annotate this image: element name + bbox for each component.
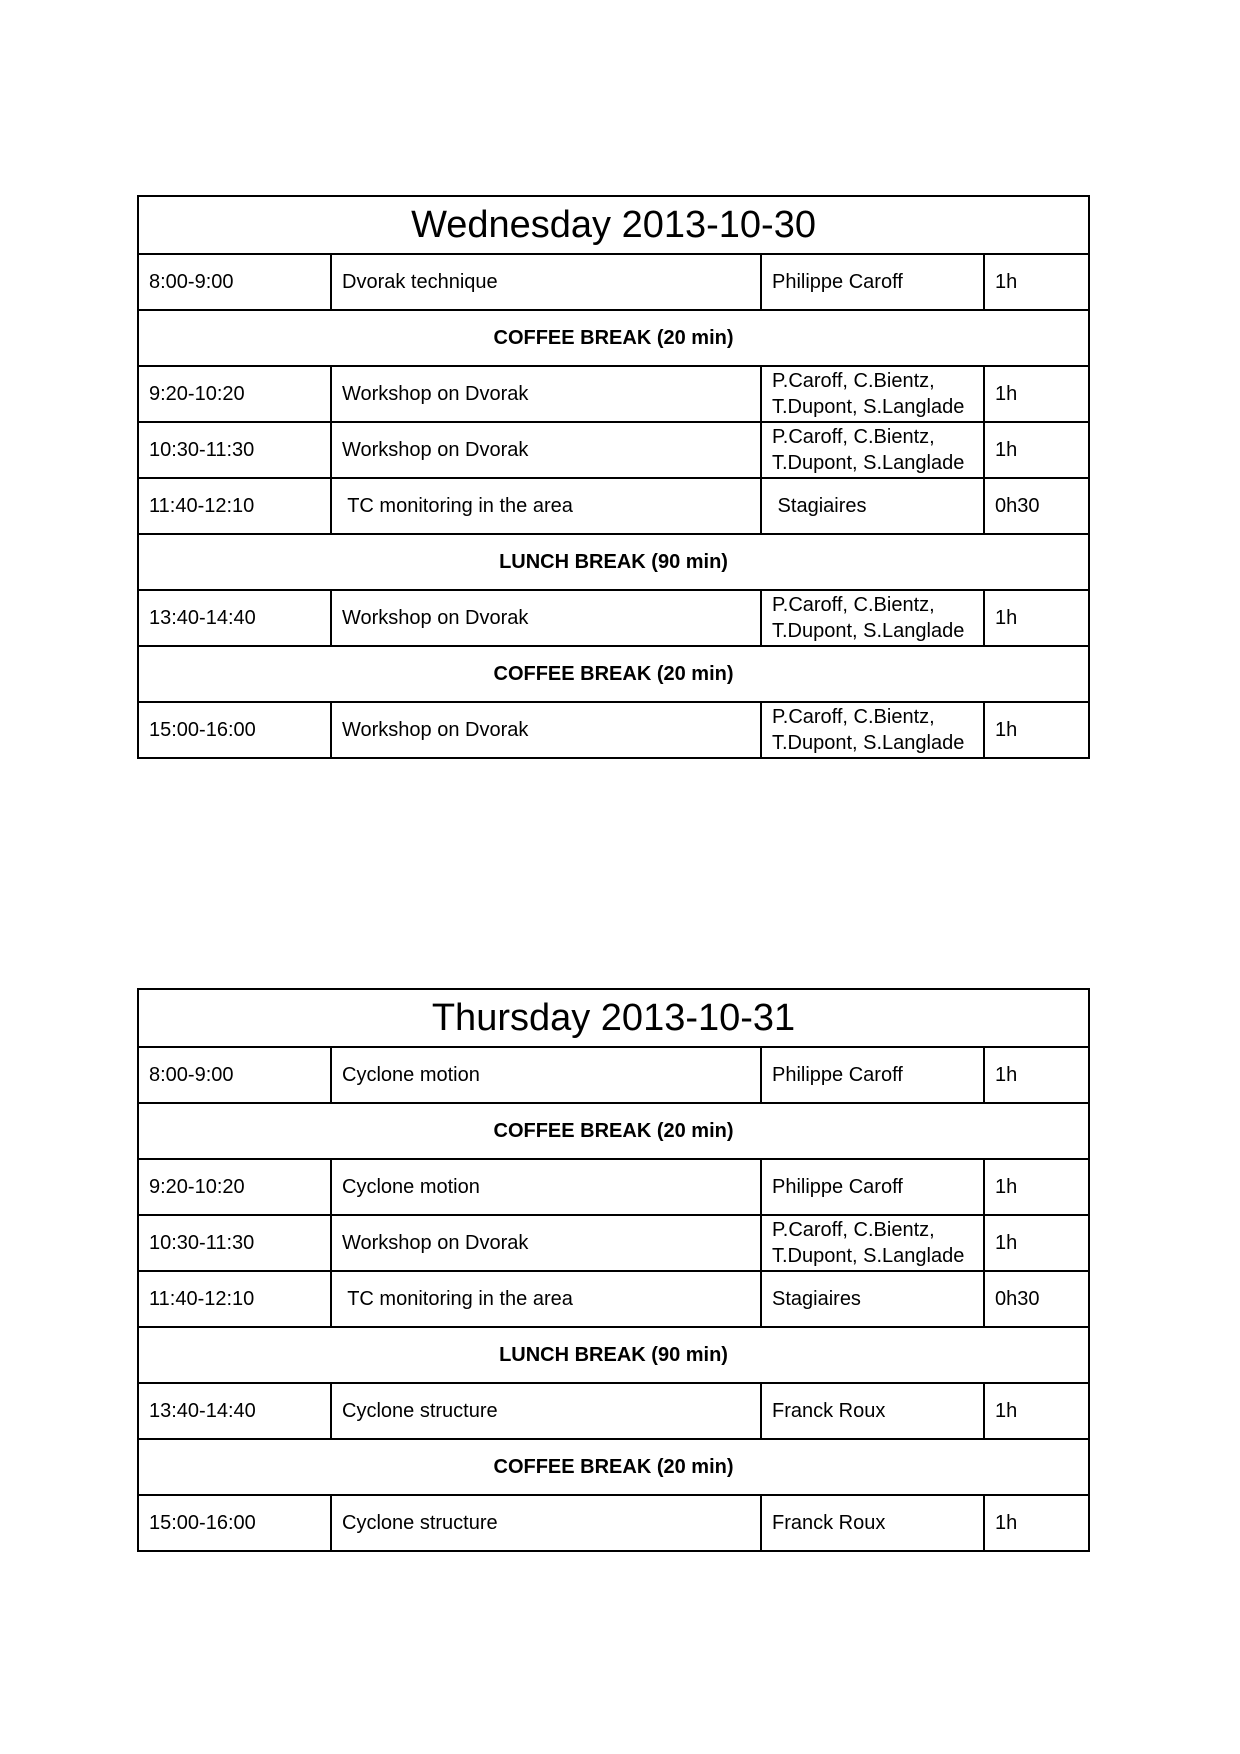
session-duration: 0h30 <box>984 478 1089 534</box>
session-time: 13:40-14:40 <box>138 590 331 646</box>
session-speaker <box>761 1047 984 1103</box>
speaker-line: Philippe Caroff <box>772 271 903 293</box>
session-row <box>138 1047 1089 1103</box>
session-duration: 1h <box>984 1383 1089 1439</box>
session-time: 8:00-9:00 <box>138 254 331 310</box>
session-row <box>138 1383 1089 1439</box>
break-row <box>138 1439 1089 1495</box>
session-speaker <box>761 422 984 478</box>
session-speaker <box>761 366 984 422</box>
session-topic: Workshop on Dvorak <box>331 1215 761 1271</box>
session-topic: Cyclone structure <box>331 1495 761 1551</box>
speaker-line: T.Dupont, S.Langlade <box>772 396 965 418</box>
session-time: 11:40-12:10 <box>138 1271 331 1327</box>
break-row <box>138 310 1089 366</box>
session-duration: 0h30 <box>984 1271 1089 1327</box>
session-duration: 1h <box>984 1215 1089 1271</box>
session-duration: 1h <box>984 422 1089 478</box>
day-schedule-table <box>137 195 1090 759</box>
speaker-line: Philippe Caroff <box>772 1176 903 1198</box>
session-time: 15:00-16:00 <box>138 1495 331 1551</box>
session-time: 9:20-10:20 <box>138 1159 331 1215</box>
speaker-line: P.Caroff, C.Bientz, <box>772 1219 935 1241</box>
session-speaker <box>761 590 984 646</box>
session-row <box>138 590 1089 646</box>
session-row <box>138 1215 1089 1271</box>
session-topic: Cyclone motion <box>331 1047 761 1103</box>
speaker-line: T.Dupont, S.Langlade <box>772 452 965 474</box>
session-duration: 1h <box>984 254 1089 310</box>
speaker-line: Franck Roux <box>772 1512 886 1534</box>
session-row <box>138 1159 1089 1215</box>
session-topic: TC monitoring in the area <box>331 478 761 534</box>
speaker-line: Philippe Caroff <box>772 1064 903 1086</box>
day-schedule-table <box>137 988 1090 1552</box>
session-duration: 1h <box>984 590 1089 646</box>
session-topic: Workshop on Dvorak <box>331 422 761 478</box>
session-speaker <box>761 1215 984 1271</box>
speaker-line: Stagiaires <box>772 495 867 517</box>
session-speaker <box>761 1271 984 1327</box>
session-speaker <box>761 254 984 310</box>
session-topic: TC monitoring in the area <box>331 1271 761 1327</box>
session-speaker <box>761 1495 984 1551</box>
session-row <box>138 1495 1089 1551</box>
break-label: COFFEE BREAK (20 min) <box>138 1439 1089 1495</box>
session-row <box>138 422 1089 478</box>
speaker-line: P.Caroff, C.Bientz, <box>772 370 935 392</box>
session-time: 9:20-10:20 <box>138 366 331 422</box>
session-row <box>138 366 1089 422</box>
session-time: 10:30-11:30 <box>138 422 331 478</box>
break-label: COFFEE BREAK (20 min) <box>138 310 1089 366</box>
session-topic: Cyclone motion <box>331 1159 761 1215</box>
break-row <box>138 1103 1089 1159</box>
session-topic: Cyclone structure <box>331 1383 761 1439</box>
session-topic: Workshop on Dvorak <box>331 590 761 646</box>
session-time: 13:40-14:40 <box>138 1383 331 1439</box>
speaker-line: P.Caroff, C.Bientz, <box>772 706 935 728</box>
speaker-line: T.Dupont, S.Langlade <box>772 1245 965 1267</box>
session-duration: 1h <box>984 702 1089 758</box>
session-row <box>138 1271 1089 1327</box>
speaker-line: T.Dupont, S.Langlade <box>772 732 965 754</box>
session-speaker <box>761 478 984 534</box>
session-time: 10:30-11:30 <box>138 1215 331 1271</box>
session-time: 11:40-12:10 <box>138 478 331 534</box>
break-label: COFFEE BREAK (20 min) <box>138 1103 1089 1159</box>
break-label: LUNCH BREAK (90 min) <box>138 534 1089 590</box>
session-speaker <box>761 702 984 758</box>
session-duration: 1h <box>984 366 1089 422</box>
session-speaker <box>761 1159 984 1215</box>
session-duration: 1h <box>984 1159 1089 1215</box>
session-time: 8:00-9:00 <box>138 1047 331 1103</box>
day-title: Thursday 2013-10-31 <box>138 989 1089 1047</box>
session-time: 15:00-16:00 <box>138 702 331 758</box>
session-topic: Workshop on Dvorak <box>331 702 761 758</box>
session-topic: Workshop on Dvorak <box>331 366 761 422</box>
speaker-line: P.Caroff, C.Bientz, <box>772 426 935 448</box>
break-label: COFFEE BREAK (20 min) <box>138 646 1089 702</box>
session-row <box>138 478 1089 534</box>
speaker-line: P.Caroff, C.Bientz, <box>772 594 935 616</box>
break-row <box>138 534 1089 590</box>
session-duration: 1h <box>984 1495 1089 1551</box>
session-topic: Dvorak technique <box>331 254 761 310</box>
session-row <box>138 254 1089 310</box>
session-speaker <box>761 1383 984 1439</box>
day-title: Wednesday 2013-10-30 <box>138 196 1089 254</box>
break-label: LUNCH BREAK (90 min) <box>138 1327 1089 1383</box>
session-duration: 1h <box>984 1047 1089 1103</box>
break-row <box>138 646 1089 702</box>
speaker-line: Franck Roux <box>772 1400 886 1422</box>
break-row <box>138 1327 1089 1383</box>
session-row <box>138 702 1089 758</box>
speaker-line: Stagiaires <box>772 1288 861 1310</box>
speaker-line: T.Dupont, S.Langlade <box>772 620 965 642</box>
